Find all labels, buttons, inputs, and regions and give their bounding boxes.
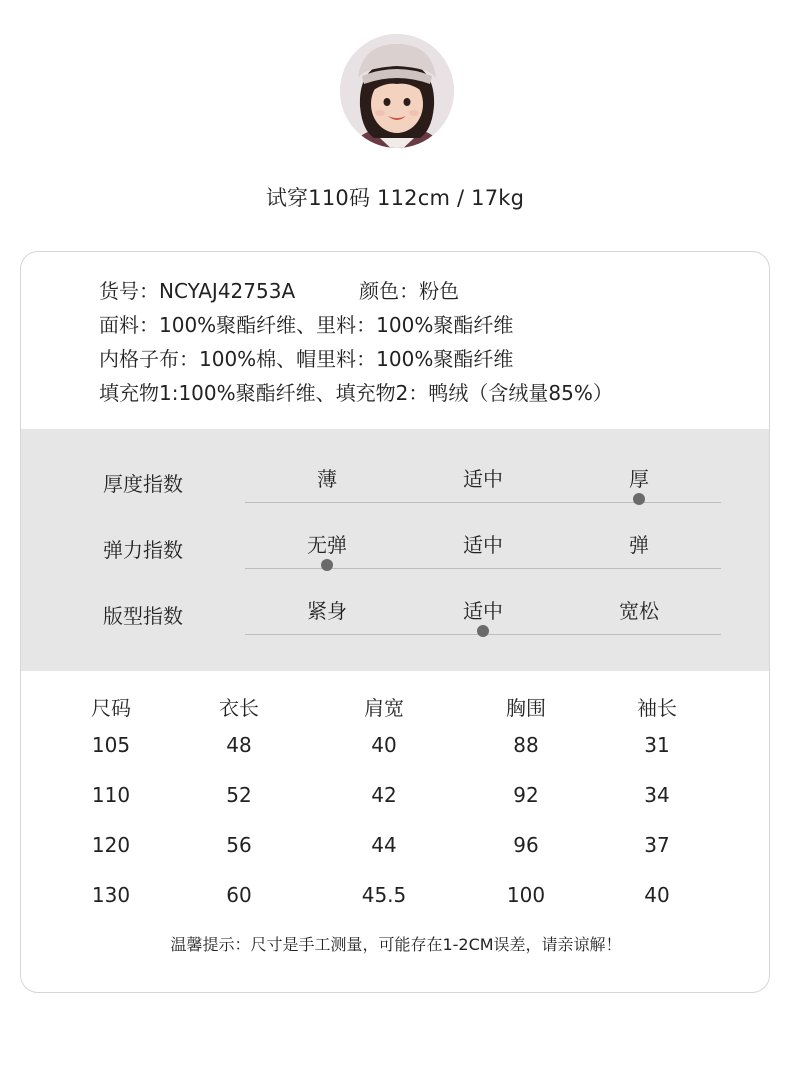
product-detail-card bbox=[20, 251, 770, 993]
elasticity-indicator-dot bbox=[321, 559, 333, 571]
sku-color-row bbox=[99, 274, 613, 308]
fit-info: 试穿110码 112cm / 17kg bbox=[265, 186, 525, 210]
table-cell: 40 bbox=[371, 733, 397, 757]
inner-fabric-text: 内格子布：100%棉、帽里料：100%聚酯纤维 bbox=[99, 347, 514, 371]
thickness-index-label: 厚度指数 bbox=[103, 472, 183, 496]
table-cell: 100 bbox=[506, 883, 546, 907]
table-cell: 45.5 bbox=[361, 883, 407, 907]
table-cell: 120 bbox=[91, 833, 131, 857]
table-cell: 96 bbox=[513, 833, 539, 857]
thickness-option-thin: 薄 bbox=[317, 467, 337, 491]
table-cell: 44 bbox=[371, 833, 397, 857]
fit-indicator-dot bbox=[477, 625, 489, 637]
size-header-shoulder: 肩宽 bbox=[364, 696, 404, 720]
thickness-scale-line bbox=[245, 502, 721, 503]
elasticity-option-stretch: 弹 bbox=[629, 533, 649, 557]
table-cell: 37 bbox=[644, 833, 670, 857]
measurement-note: 温馨提示：尺寸是手工测量，可能存在1-2CM误差，请亲谅解！ bbox=[170, 935, 622, 954]
table-cell: 88 bbox=[513, 733, 539, 757]
model-avatar bbox=[340, 34, 454, 148]
table-cell: 52 bbox=[226, 783, 252, 807]
table-cell: 31 bbox=[644, 733, 670, 757]
thickness-option-medium: 适中 bbox=[463, 467, 503, 491]
elasticity-index-label: 弹力指数 bbox=[103, 538, 183, 562]
thickness-option-thick: 厚 bbox=[629, 467, 649, 491]
fit-index-row bbox=[21, 595, 770, 655]
thickness-index-row bbox=[21, 463, 770, 523]
elasticity-option-none: 无弹 bbox=[307, 533, 347, 557]
table-cell: 42 bbox=[371, 783, 397, 807]
table-cell: 56 bbox=[226, 833, 252, 857]
table-cell: 40 bbox=[644, 883, 670, 907]
table-cell: 92 bbox=[513, 783, 539, 807]
product-info bbox=[99, 274, 613, 410]
color-text: 颜色：粉色 bbox=[359, 279, 460, 303]
fit-option-loose: 宽松 bbox=[619, 599, 659, 623]
table-cell: 110 bbox=[91, 783, 131, 807]
table-cell: 105 bbox=[91, 733, 131, 757]
table-cell: 48 bbox=[226, 733, 252, 757]
fit-index-label: 版型指数 bbox=[103, 604, 183, 628]
fit-index-panel bbox=[21, 429, 770, 671]
elasticity-option-medium: 适中 bbox=[463, 533, 503, 557]
table-cell: 130 bbox=[91, 883, 131, 907]
elasticity-scale-line bbox=[245, 568, 721, 569]
fabric-text: 面料：100%聚酯纤维、里料：100%聚酯纤维 bbox=[99, 313, 514, 337]
size-header-length: 衣长 bbox=[219, 696, 259, 720]
size-header-sleeve: 袖长 bbox=[637, 696, 677, 720]
elasticity-index-row bbox=[21, 529, 770, 589]
thickness-indicator-dot bbox=[633, 493, 645, 505]
filling-text: 填充物1:100%聚酯纤维、填充物2：鸭绒（含绒量85%） bbox=[99, 381, 613, 405]
table-cell: 34 bbox=[644, 783, 670, 807]
fit-option-slim: 紧身 bbox=[307, 599, 347, 623]
sku-text: 货号：NCYAJ42753A bbox=[99, 279, 296, 303]
size-header-chest: 胸围 bbox=[506, 696, 546, 720]
fit-option-regular: 适中 bbox=[463, 599, 503, 623]
model-photo bbox=[340, 34, 454, 148]
table-cell: 60 bbox=[226, 883, 252, 907]
size-header-size: 尺码 bbox=[91, 696, 131, 720]
